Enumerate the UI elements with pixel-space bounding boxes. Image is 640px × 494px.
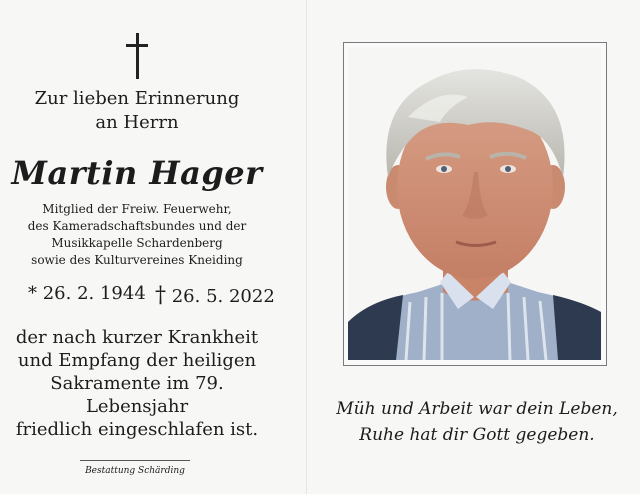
motto-line: Müh und Arbeit war dein Leben, (336, 399, 618, 419)
birth-date (28, 283, 146, 304)
deceased-name: Martin Hager (11, 154, 263, 192)
membership-line: Mitglied der Freiw. Feuerwehr, (42, 202, 232, 216)
birth-date-value: 26. 2. 1944 (42, 283, 146, 304)
obituary-line: Sakramente im 79. Lebensjahr (50, 373, 224, 417)
obituary-text (0, 326, 274, 441)
death-symbol: † (155, 283, 166, 308)
membership-line: sowie des Kulturvereines Kneiding (31, 253, 243, 267)
left-panel (0, 0, 306, 494)
obituary-line: friedlich eingeschlafen ist. (15, 419, 259, 440)
death-date (155, 283, 275, 308)
motto (314, 396, 640, 448)
undertaker-name: Bestattung Schärding (85, 466, 185, 476)
intro-line-2: an Herrn (95, 112, 179, 133)
cross-icon (126, 33, 148, 79)
birth-symbol: * (28, 283, 37, 304)
death-date-value: 26. 5. 2022 (171, 286, 275, 307)
intro-line-1: Zur lieben Erinnerung (34, 88, 240, 109)
portrait-photo (348, 47, 601, 360)
card-fold (306, 0, 307, 494)
membership-line: des Kameradschaftsbundes und der (27, 219, 247, 233)
obituary-line: der nach kurzer Krankheit (15, 327, 259, 348)
membership-line: Musikkapelle Schardenberg (51, 236, 223, 250)
motto-line: Ruhe hat dir Gott gegeben. (359, 425, 595, 445)
memberships (0, 201, 274, 269)
divider (80, 460, 190, 461)
obituary-line: und Empfang der heiligen (17, 350, 257, 371)
portrait-frame (343, 42, 607, 366)
